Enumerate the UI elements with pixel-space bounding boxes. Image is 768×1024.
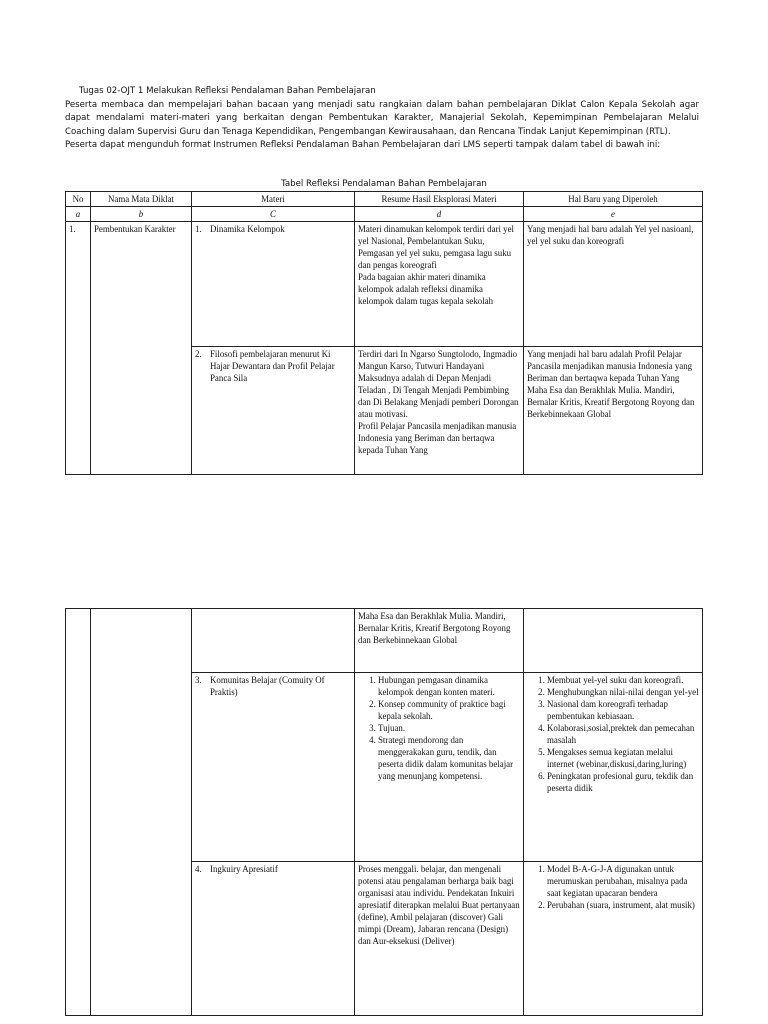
- list-item: 5. Mengakses semua kegiatan melalui internet (webinar,diskusi,daring,luring): [547, 746, 699, 770]
- intro-paragraph-2: Peserta dapat mengunduh format Instrumen Refleksi Pendalaman Bahan Pembelajaran dari LMS seperti tampak dalam tabel di bawah ini:: [65, 140, 661, 150]
- list-item: 1. Hubungan pemgasan dinamika kelompok dengan konten materi.: [378, 674, 520, 698]
- hal-baru-empty: [524, 609, 703, 673]
- list-item: 3. Nasional dam koreografi terhadap pembentukan kebiasaan.: [547, 698, 699, 722]
- hal-baru-cell: Yang menjadi hal baru adalah Profil Pelajar Pancasila menjadikan manusia Indonesia yang Beriman dan bertaqwa kepada Tuhan Yang Maha Esa dan Berakhlak Mulia. Mandiri, Bernalar Kritis, Kreatif Bergotong Royong dan Berkebinnekaan Global: [524, 347, 703, 475]
- header-materi: Materi: [192, 192, 355, 207]
- header-mata-diklat: Nama Mata Diklat: [91, 192, 192, 207]
- list-item: 2. Perubahan (suara, instrument, alat musik): [547, 899, 699, 911]
- intro-paragraph-1: Peserta membaca dan mempelajari bahan bacaan yang menjadi satu rangkaian dalam bahan pembelajaran Diklat Calon Kepala Sekolah agar dapat mendalami materi-materi yang berkaitan dengan Pembentukan Karakter, Manajerial Sekolah, Kepemimpinan Pembelajaran Melalui Coaching dalam Supervisi Guru dan Tenaga Kependidikan, Pengembangan Kewirausahaan, dan Rencana Tindak Lanjut Kepemimpinan (RTL).: [65, 99, 699, 137]
- row-number-empty: [66, 609, 91, 1016]
- resume-cell: Materi dinamukan kelompok terdiri dari yel yel Nasional, Pembelantukan Suku, Pemgasan yel yel suku, pemgasa lagu suku dan pengas koreografi Pada bagaian akhir materi dinamika kelompok adalah refleksi dinamika kelompok dalam tugas kepala sekolah: [355, 222, 524, 347]
- resume-cell: Proses menggali. belajar, dan mengenali potensi atau pengalaman berharga baik bagi organisasi atau individu. Pendekatan Inkuiri apresiatif diterapkan melalui Buat pertanyaan (define), Ambil pelajaran (discover) Gali mimpi (Dream), Jabaran rencana (Design) dan Aur-eksekusi (Deliver): [355, 862, 524, 1016]
- list-item: 2. Konsep community of praktice bagi kepala sekolah.: [378, 698, 520, 722]
- materi-text: Ingkuiry Apresiatif: [210, 864, 278, 874]
- materi-empty: [192, 609, 355, 673]
- list-item: 4. Strategi mendorong dan menggerakakan guru, tendik, dan peserta didik dalam komunitas belajar yang menunjang kompetensi.: [378, 734, 520, 782]
- mata-diklat-empty: [91, 609, 192, 1016]
- row-number: 1.: [66, 222, 91, 475]
- materi-number: 3.: [195, 675, 202, 685]
- materi-text: Filosofi pembelajaran menurut Ki Hajar Dewantara dan Profil Pelajar Panca Sila: [210, 349, 335, 383]
- materi-number: 1.: [195, 224, 202, 234]
- header-no: No: [66, 192, 91, 207]
- resume-cell: [355, 673, 524, 862]
- resume-cell: Terdiri dari In Ngarso Sungtolodo, Ingmadio Mangun Karso, Tutwuri Handayani Maksudnya adalah di Depan Menjadi Teladan , Di Tengah Menjadi Pembimbing dan Di Belakang Menjadi pemberi Dorongan atau motivasi. Profil Pelajar Pancasila menjadikan manusia Indonesia yang Beriman dan bertaqwa kepada Tuhan Yang: [355, 347, 524, 475]
- hal-baru-cell: Yang menjadi hal baru adalah Yel yel nasioanl, yel yel suku dan koreografi: [524, 222, 703, 347]
- letter-a: a: [66, 207, 91, 222]
- letter-c: C: [192, 207, 355, 222]
- materi-cell: [192, 222, 355, 347]
- materi-text: Komunitas Belajar (Comuity Of Praktis): [210, 675, 325, 697]
- table-header-row: [66, 192, 703, 207]
- reflection-table-page2: [65, 608, 703, 1016]
- list-item: 6. Peningkatan profesional guru, tekdik dan peserta didik: [547, 770, 699, 794]
- reflection-table-page1: [65, 191, 703, 475]
- list-item: 2. Menghubungkan nilai-nilai dengan yel-yel: [547, 686, 699, 698]
- hal-baru-cell: [524, 673, 703, 862]
- hal-baru-list: [527, 863, 699, 911]
- materi-text: Dinamika Kelompok: [210, 224, 285, 234]
- materi-cell: [192, 862, 355, 1016]
- table-caption: Tabel Refleksi Pendalaman Bahan Pembelajaran: [281, 179, 487, 189]
- table-row: [66, 609, 703, 673]
- list-item: 3. Tujuan.: [378, 722, 520, 734]
- hal-baru-cell: [524, 862, 703, 1016]
- list-item: 4. Kolaborasi,sosial,prektek dan pemecahan masalah: [547, 722, 699, 746]
- letter-e: e: [524, 207, 703, 222]
- materi-cell: [192, 673, 355, 862]
- header-resume: Resume Hasil Eksplorasi Materi: [355, 192, 524, 207]
- letter-b: b: [91, 207, 192, 222]
- resume-list: [358, 674, 520, 782]
- resume-continued: Maha Esa dan Berakhlak Mulia. Mandiri, Bernalar Kritis, Kreatif Bergotong Royong dan Berkebinnekaan Global: [355, 609, 524, 673]
- task-title: Tugas 02-OJT 1 Melakukan Refleksi Pendalaman Bahan Pembelajaran: [79, 86, 376, 96]
- materi-cell: [192, 347, 355, 475]
- hal-baru-list: [527, 674, 699, 794]
- table-row: [66, 222, 703, 347]
- list-item: 1. Model B-A-G-J-A digunakan untuk merumuskan perubahan, misalnya pada saat kegiatan upacaran bendera: [547, 863, 699, 899]
- header-hal-baru: Hal Baru yang Diperoleh: [524, 192, 703, 207]
- list-item: 1. Membuat yel-yel suku dan koreografi.: [547, 674, 699, 686]
- materi-number: 4.: [195, 864, 202, 874]
- materi-number: 2.: [195, 349, 202, 359]
- mata-diklat-cell: Pembentukan Karakter: [91, 222, 192, 475]
- letter-d: d: [355, 207, 524, 222]
- table-letter-row: [66, 207, 703, 222]
- intro-section: [65, 85, 699, 153]
